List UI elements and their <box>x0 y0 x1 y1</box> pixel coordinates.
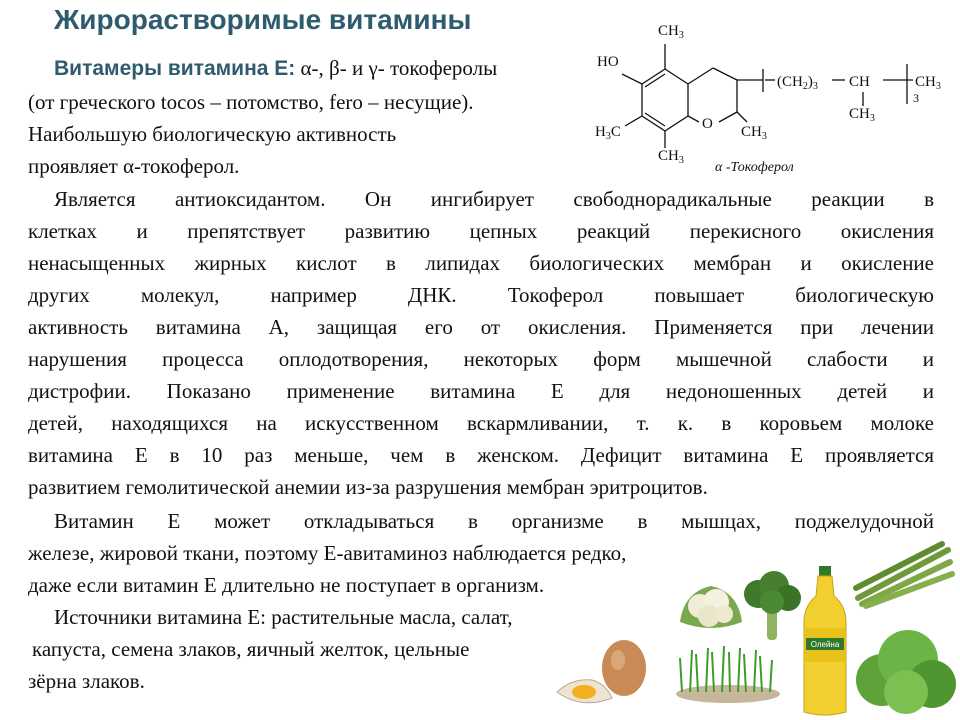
lettuce-image <box>852 620 958 716</box>
formula-ch3-bottom: $CH_3$ <box>658 148 684 166</box>
paragraph-3-line: капуста, семена злаков, яичный желток, цельные <box>32 637 470 661</box>
oil-bottle-image <box>798 566 852 716</box>
etymology-line: (от греческого tocos – потомство, fero – несущие). <box>28 90 474 114</box>
paragraph-3-line: Источники витамина Е: растительные масла, салат, <box>54 605 513 629</box>
paragraph-1-line: других молекул, например ДНК. Токоферол повышает биологическую <box>28 283 934 307</box>
paragraph-1-line: ненасыщенных жирных кислот в липидах биологических мембран и окисление <box>28 251 934 275</box>
vitamers-line <box>54 56 497 81</box>
paragraph-1-line: витамина Е в 10 раз меньше, чем в женском. Дефицит витамина Е проявляется <box>28 443 934 467</box>
formula-h3c: $H_3C$ <box>595 124 621 142</box>
vitamers-text: α-, β- и γ- токоферолы <box>295 56 498 80</box>
paragraph-1-line: Является антиоксидантом. Он ингибирует свободнорадикальные реакции в <box>54 187 934 211</box>
activity-line-2: проявляет α-токоферол. <box>28 154 240 178</box>
paragraph-1-line: нарушения процесса оплодотворения, некоторых форм мышечной слабости и <box>28 347 934 371</box>
vitamers-label: Витамеры витамина E: <box>54 57 296 80</box>
sprouts-image <box>672 640 784 704</box>
paragraph-2-line: даже если витамин Е длительно не поступает в организм. <box>28 573 545 597</box>
tocopherol-formula <box>595 14 955 184</box>
formula-ch3-top: $CH_3$ <box>658 23 684 41</box>
paragraph-2-line: железе, жировой ткани, поэтому Е-авитаминоз наблюдается редко, <box>28 541 627 565</box>
paragraph-1-line: клетках и препятствует развитию цепных реакций перекисного окисления <box>28 219 934 243</box>
formula-caption: α -Токоферол <box>715 160 794 175</box>
paragraph-3-line: зёрна злаков. <box>28 669 145 693</box>
formula-ch: CH <box>849 74 870 90</box>
broccoli-image <box>740 570 804 642</box>
formula-ch3-branch: $CH_3$ <box>849 106 875 124</box>
formula-repeat-count: 3 <box>913 91 919 105</box>
asparagus-image <box>852 540 956 610</box>
formula-ch2-group: $(CH_2)_3$ <box>777 74 818 92</box>
paragraph-1-line: детей, находящихся на искусственном вскармливании, т. к. в коровьем молоке <box>28 411 934 435</box>
activity-line-1: Наибольшую биологическую активность <box>28 122 397 146</box>
cauliflower-image <box>676 578 746 640</box>
paragraph-2-line: Витамин Е может откладываться в организме в мышцах, поджелудочной <box>54 509 934 533</box>
formula-ch3-ring: $CH_3$ <box>741 124 767 142</box>
paragraph-1-line: дистрофии. Показано применение витамина Е для недоношенных детей и <box>28 379 934 403</box>
formula-oxygen: O <box>702 116 713 132</box>
formula-ch3-end: $CH_3$ <box>915 74 941 92</box>
oil-bottle-label: Олейна <box>810 640 840 649</box>
egg-image <box>552 630 652 710</box>
page-title: Жирорастворимые витамины <box>54 4 472 35</box>
formula-ho: HO <box>597 54 619 70</box>
paragraph-1-line: активность витамина А, защищая его от окисления. Применяется при лечении <box>28 315 934 339</box>
paragraph-1-line: развитием гемолитической анемии из-за разрушения мембран эритроцитов. <box>28 475 708 499</box>
